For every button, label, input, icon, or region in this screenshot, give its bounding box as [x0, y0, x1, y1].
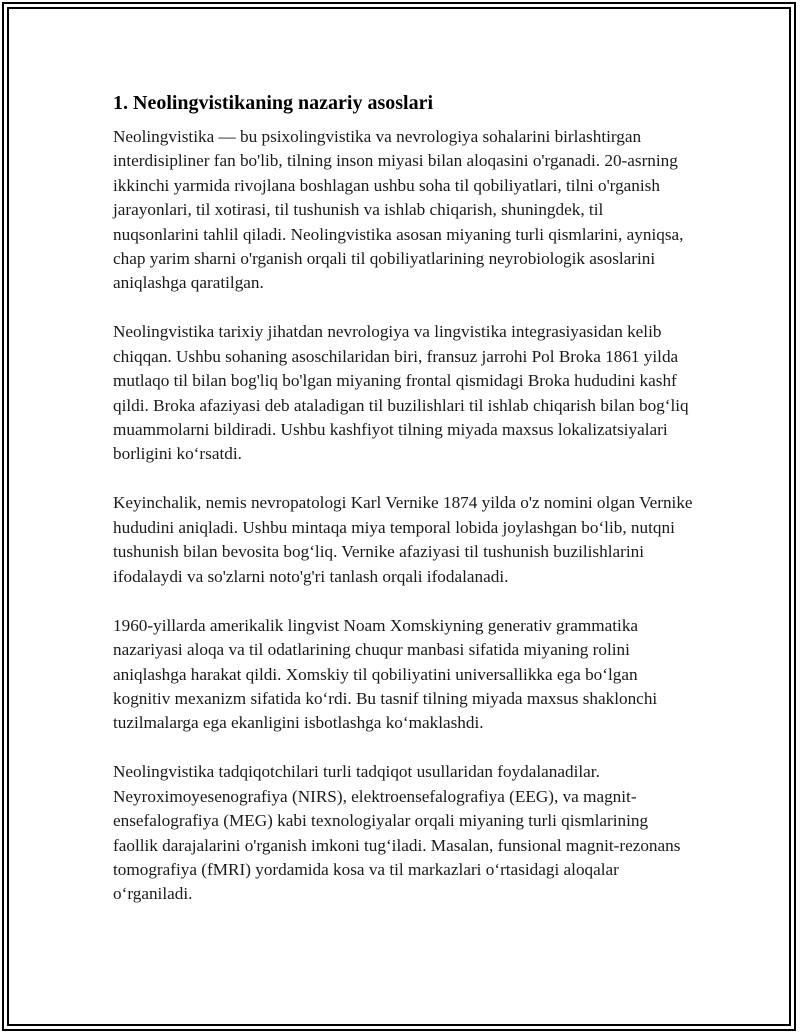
document-body — [113, 90, 693, 931]
section-heading: 1. Neolingvistikaning nazariy asoslari — [113, 92, 434, 114]
paragraph-vernike: Keyinchalik, nemis nevropatologi Karl Vernike 1874 yilda o'z nomini olgan Vernike hududini aniqladi. Ushbu mintaqa miya temporal lobida joylashgan bo‘lib, nutqni tushunish bilan bevosita bog‘liq. Vernike afaziyasi til tushunish buzilishlarini ifodalaydi va so'zlarni noto'g'ri tanlash orqali ifodalanadi. — [113, 493, 693, 586]
paragraph-history-broka: Neolingvistika tarixiy jihatdan nevrologiya va lingvistika integrasiyasidan kelib chiqqan. Ushbu sohaning asoschilaridan biri, fransuz jarrohi Pol Broka 1861 yilda mutlaqo til bilan bog'liq bo'lgan miyaning frontal qismidagi Broka hududini kashf qildi. Broka afaziyasi deb ataladigan til buzilishlari til ishlab chiqarish bilan bog‘liq muammolarni bildiradi. Ushbu kashfiyot tilning miyada maxsus lokalizatsiyalari borligini ko‘rsatdi. — [113, 322, 689, 464]
paragraph-methods: Neolingvistika tadqiqotchilari turli tadqiqot usullaridan foydalanadilar. Neyroximoyesenografiya (NIRS), elektroensefalografiya (EEG), va magnit-ensefalografiya (MEG) kabi texnologiyalar orqali miyaning turli qismlarining faollik darajalarini o'rganish imkoni tug‘iladi. Masalan, funsional magnit-rezonans tomografiya (fMRI) yordamida kosa va til markazlari o‘rtasidagi aloqalar o‘rganiladi. — [113, 762, 681, 904]
paragraph-intro: Neolingvistika — bu psixolingvistika va nevrologiya sohalarini birlashtirgan interdisipliner fan bo'lib, tilning inson miyasi bilan aloqasini o'rganadi. 20-asrning ikkinchi yarmida rivojlana boshlagan ushbu soha til qobiliyatlari, tilni o'rganish jarayonlari, til xotirasi, til tushunish va ishlab chiqarish, shuningdek, til nuqsonlarini tahlil qiladi. Neolingvistika asosan miyaning turli qismlarini, ayniqsa, chap yarim sharni o'rganish orqali til qobiliyatlarining neyrobiologik asoslarini aniqlashga qaratilgan. — [113, 127, 684, 293]
paragraph-xomskiy: 1960-yillarda amerikalik lingvist Noam Xomskiyning generativ grammatika nazariyasi aloqa va til odatlarining chuqur manbasi sifatida miyaning rolini aniqlashga harakat qildi. Xomskiy til qobiliyatini universallikka ega bo‘lgan kognitiv mexanizm sifatida ko‘rdi. Bu tasnif tilning miyada maxsus shaklonchi tuzilmalarga ega ekanligini isbotlashga ko‘maklashdi. — [113, 615, 658, 733]
